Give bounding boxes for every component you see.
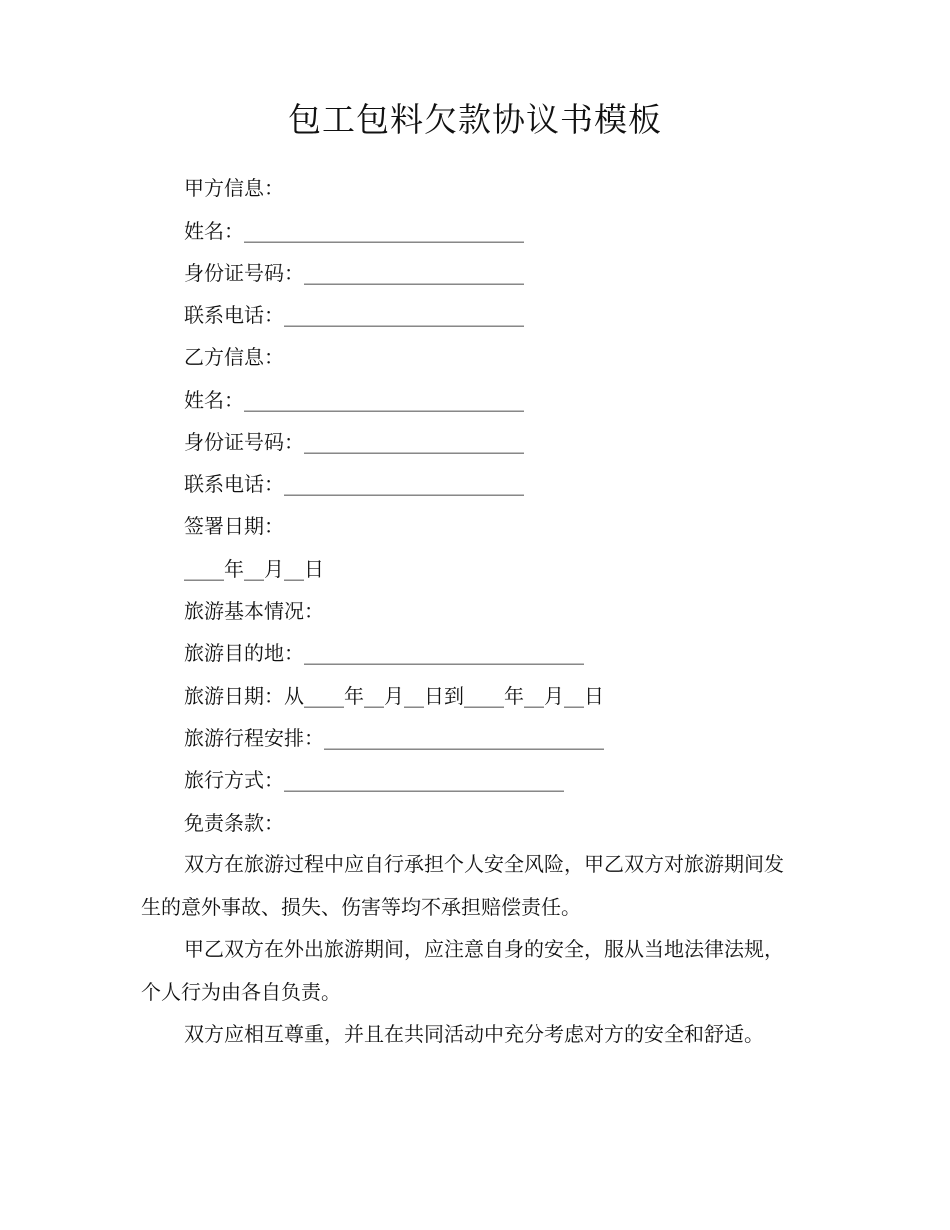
party-a-id-field: 身份证号码：______________________ bbox=[184, 261, 524, 285]
travel-heading: 旅游基本情况： bbox=[184, 599, 324, 623]
disclaimer-heading: 免责条款： bbox=[184, 811, 284, 835]
party-b-id-field: 身份证号码：______________________ bbox=[184, 430, 524, 454]
travel-dates-field: 旅游日期：从____年__月__日到____年__月__日 bbox=[184, 684, 604, 708]
disclaimer-paragraph: 双方应相互尊重，并且在共同活动中充分考虑对方的安全和舒适。 bbox=[184, 1022, 764, 1046]
party-a-name-field: 姓名：____________________________ bbox=[184, 219, 524, 243]
disclaimer-paragraph: 甲乙双方在外出旅游期间，应注意自身的安全，服从当地法律法规，个人行为由各自负责。 bbox=[141, 937, 784, 1004]
party-b-heading: 乙方信息： bbox=[184, 345, 284, 369]
party-b-phone-field: 联系电话：________________________ bbox=[184, 472, 524, 496]
signing-date-field: ____年__月__日 bbox=[184, 557, 324, 581]
signing-heading: 签署日期： bbox=[184, 514, 284, 538]
disclaimer-paragraph: 双方在旅游过程中应自行承担个人安全风险，甲乙双方对旅游期间发生的意外事故、损失、伤害等均不承担赔偿责任。 bbox=[141, 852, 784, 919]
travel-destination-field: 旅游目的地：____________________________ bbox=[184, 641, 584, 665]
travel-mode-field: 旅行方式：____________________________ bbox=[184, 768, 564, 792]
party-a-phone-field: 联系电话：________________________ bbox=[184, 303, 524, 327]
document-title: 包工包料欠款协议书模板 bbox=[288, 100, 662, 139]
travel-itinerary-field: 旅游行程安排：____________________________ bbox=[184, 726, 604, 750]
party-a-heading: 甲方信息： bbox=[184, 176, 284, 200]
party-b-name-field: 姓名：____________________________ bbox=[184, 388, 524, 412]
